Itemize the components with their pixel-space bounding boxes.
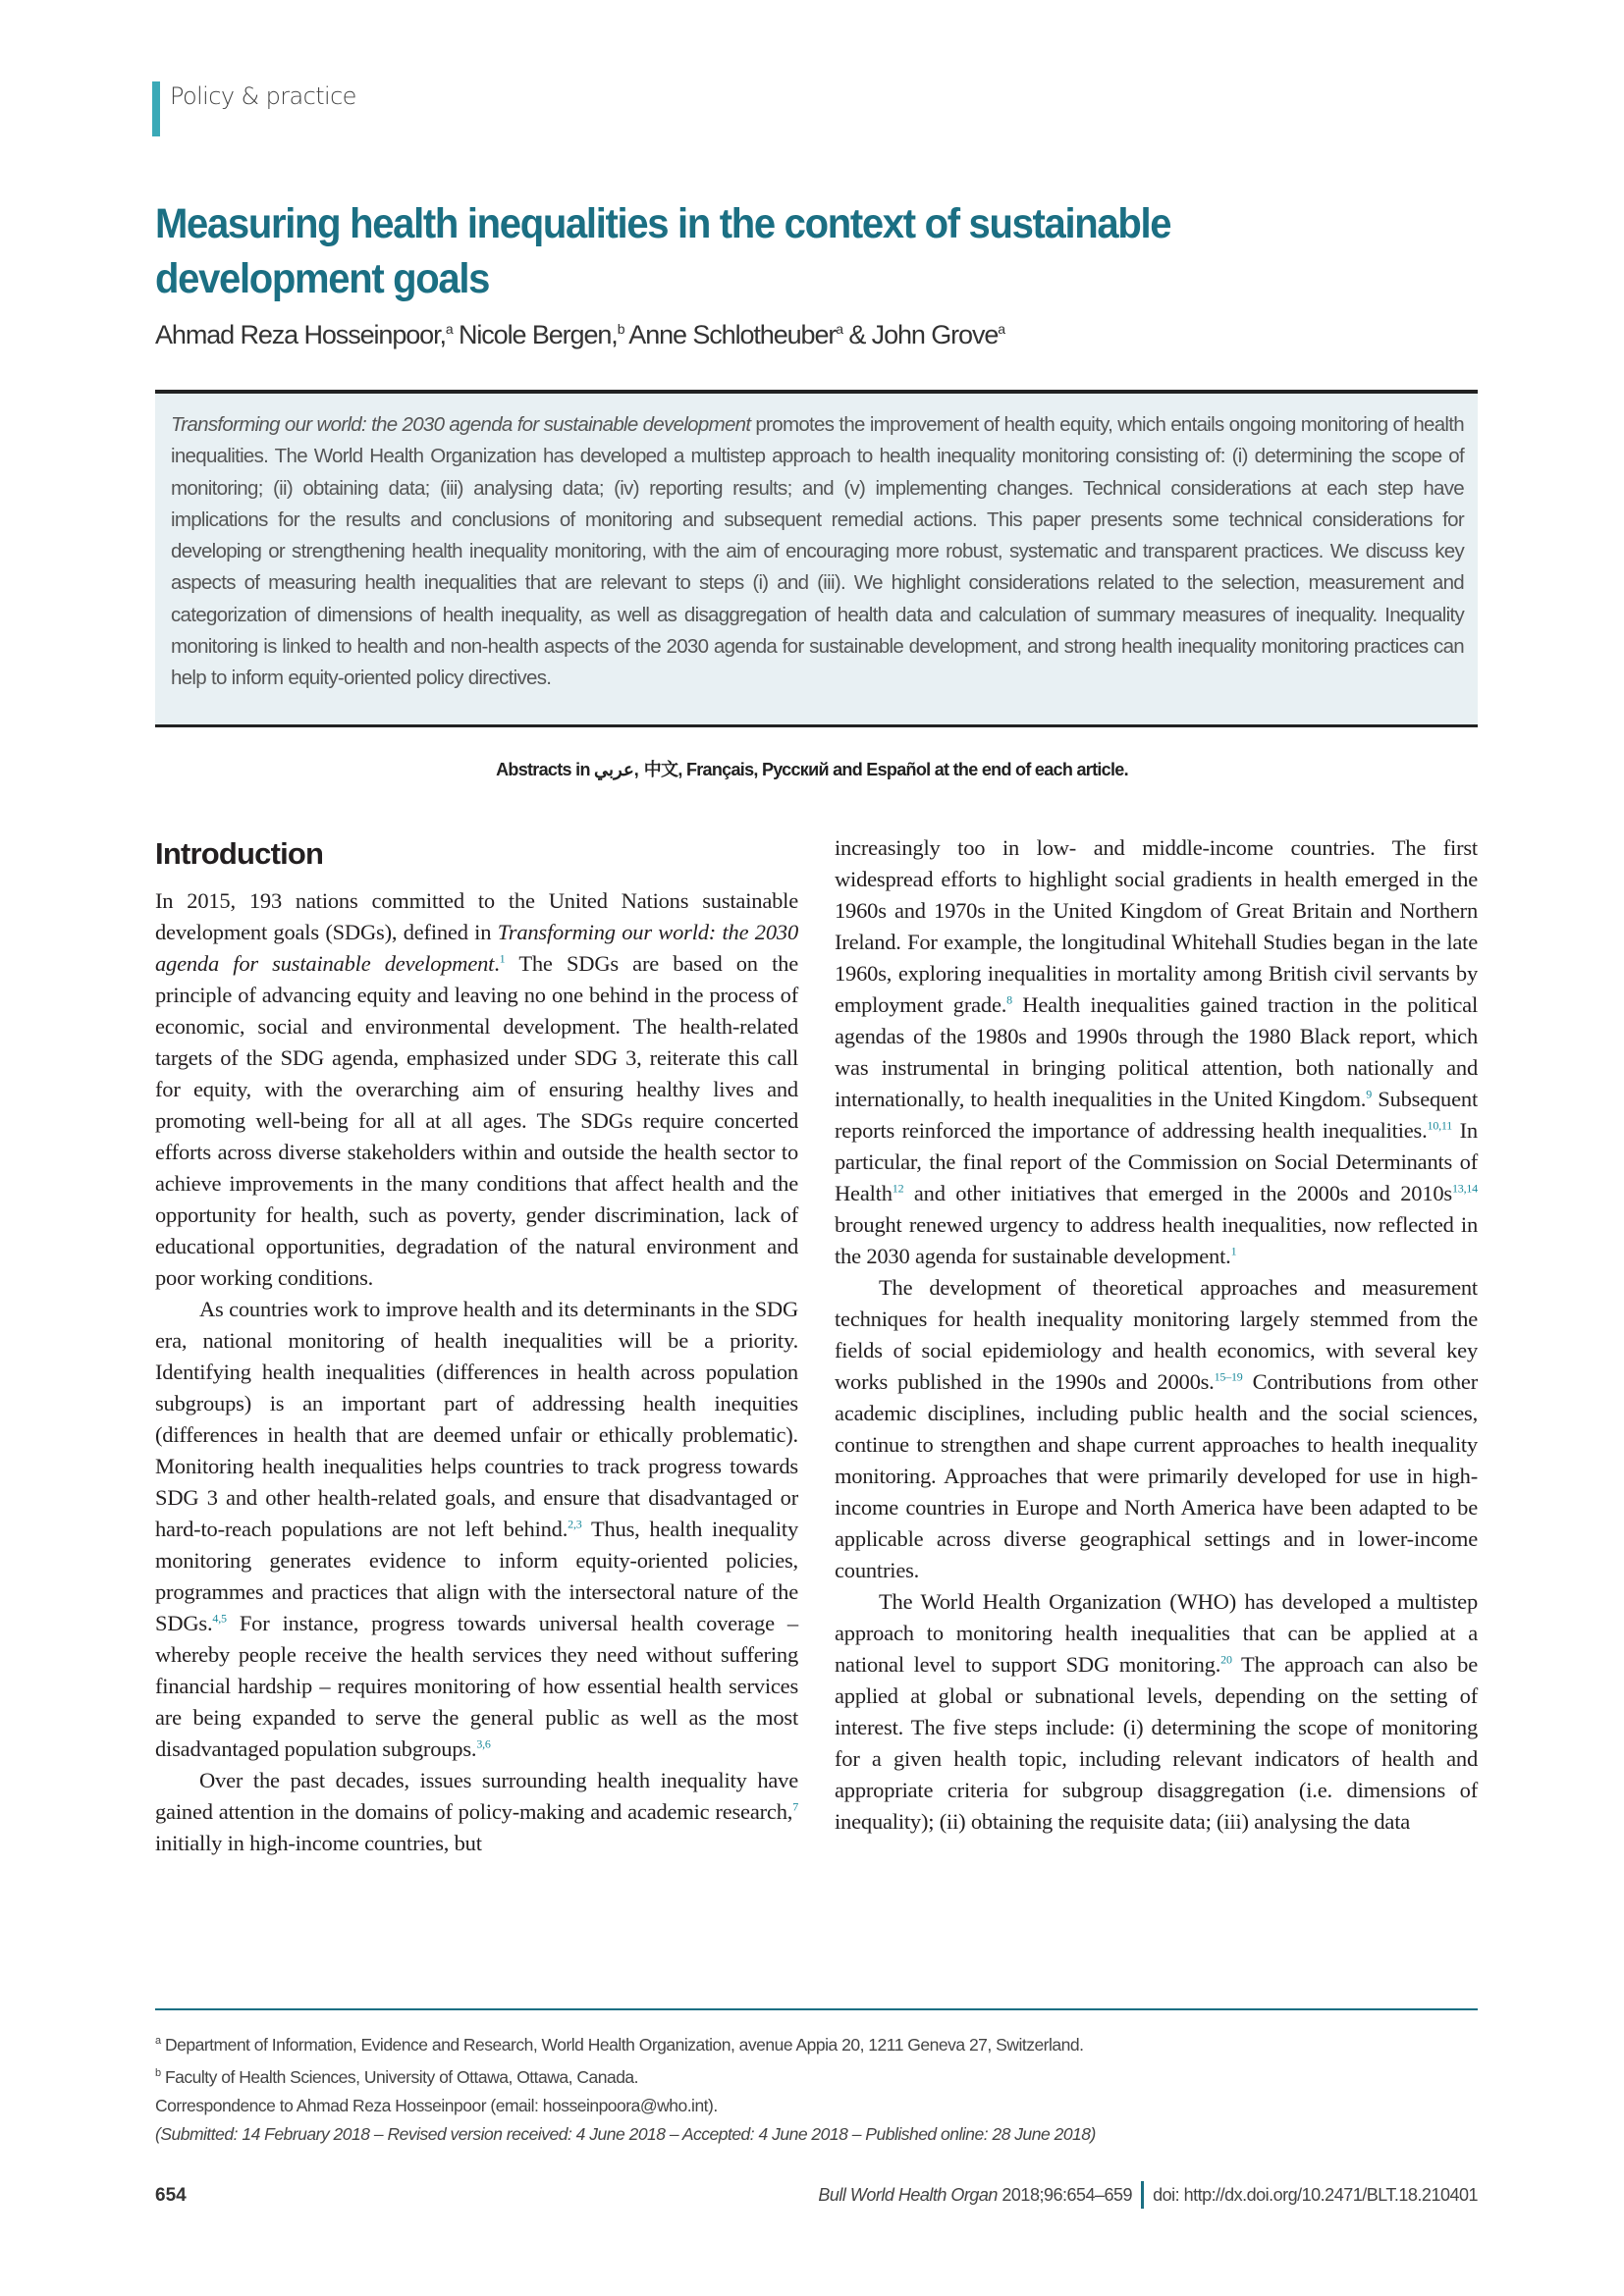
footnotes xyxy=(155,2027,1096,2149)
affiliation-mark: a xyxy=(445,321,453,337)
affiliation-mark: a xyxy=(836,321,842,337)
citation-link[interactable]: 3,6 xyxy=(476,1736,491,1751)
article-title: Measuring health inequalities in the context of sustainable development goals xyxy=(155,200,1171,302)
affiliation-a: $^a$ Department of Information, Evidence and Research, World Health Organization, avenue Appia 20, 1211 Geneva 27, Switzerland. xyxy=(155,2034,1084,2055)
author-list xyxy=(155,320,1004,350)
citation-link[interactable]: 4,5 xyxy=(212,1611,227,1626)
journal-name: Bull World Health Organ 2018;96:654–659 xyxy=(818,2184,1133,2205)
affiliation-mark: b xyxy=(617,321,624,337)
citation-link[interactable]: 20 xyxy=(1220,1652,1232,1667)
citation-link[interactable]: 7 xyxy=(792,1799,798,1814)
journal-citation xyxy=(818,2181,1478,2209)
body-column-left xyxy=(155,834,798,1859)
section-label: Policy & practice xyxy=(170,82,356,110)
footer-divider xyxy=(1141,2181,1144,2209)
citation-link[interactable]: 13,14 xyxy=(1451,1181,1478,1196)
submission-dates: (Submitted: 14 February 2018 – Revised version received: 4 June 2018 – Accepted: 4 June 2018 – Published online: 28 June 2018) xyxy=(155,2123,1096,2144)
author: & John Grove$^a$ xyxy=(848,320,1004,349)
abstract-text: Transforming our world: the 2030 agenda for sustainable development promotes the improvement of health equity, which entails ongoing monitoring of health inequalities. The World Health Organization has developed a multistep approach to health inequality monitoring consisting of: (i) determining the scope of monitoring; (ii) obtaining data; (iii) analysing data; (iv) reporting results; and (v) implementing changes. Technical considerations at each step have implications for the results and conclusions of monitoring and subsequent remedial actions. This paper presents some technical considerations for developing or strengthening health inequality monitoring, with the aim of encouraging more robust, systematic and transparent practices. We discuss key aspects of measuring health inequalities that are relevant to steps (i) and (iii). We highlight considerations related to the selection, measurement and categorization of dimensions of health inequality, as well as disaggregation of health data and calculation of summary measures of inequality. Inequality monitoring is linked to health and non-health aspects of the 2030 agenda for sustainable development, and strong health inequality monitoring practices can help to inform equity-oriented policy directives. xyxy=(171,413,1464,690)
abstract-languages-note: Abstracts in عربي, 中文, Français, Русский and Español at the end of each article. xyxy=(496,760,1128,779)
author: Ahmad Reza Hosseinpoor,$^a$ xyxy=(155,320,453,349)
author: Anne Schlotheuber$^a$ xyxy=(628,320,842,349)
abstract-italic-lead: Transforming our world: the 2030 agenda for sustainable development xyxy=(171,413,751,436)
paragraph: The development of theoretical approaches and measurement techniques for health inequality monitoring largely stemmed from the fields of social epidemiology and health economics, with several key works published in the 1990s and 2000s.$^{15-19}$ Contributions from other academic disciplines, including public health and the social sciences, continue to strengthen and shape current approaches to health inequality monitoring. Approaches that were primarily developed for use in high-income countries in Europe and North America have been adapted to be applicable across diverse geographical settings and in lower-income countries. xyxy=(835,1275,1478,1582)
citation-link[interactable]: 15–19 xyxy=(1214,1369,1243,1384)
paragraph: The World Health Organization (WHO) has developed a multistep approach to monitoring health inequalities that can be applied at a national level to support SDG monitoring.$^{20}$ The approach can also be applied at global or subnational levels, depending on the setting of interest. The five steps include: (i) determining the scope of monitoring for a given health topic, including relevant indicators of health and appropriate criteria for subgroup disaggregation (i.e. dimensions of inequality); (ii) obtaining the requisite data; (iii) analysing the data xyxy=(835,1589,1479,1834)
citation-link[interactable]: 2,3 xyxy=(568,1517,582,1531)
author: Nicole Bergen,$^b$ xyxy=(458,320,624,349)
doi-link[interactable]: doi: http://dx.doi.org/10.2471/BLT.18.210401 xyxy=(1153,2184,1478,2205)
section-heading: Introduction xyxy=(155,836,324,871)
paragraph: As countries work to improve health and its determinants in the SDG era, national monitoring of health inequalities will be a priority. Identifying health inequalities (differences in health across population subgroups) is an important part of addressing health inequities (differences in health that are deemed unfair or ethically problematic). Monitoring health inequalities helps countries to track progress towards SDG 3 and other health-related goals, and ensure that disadvantaged or hard-to-reach populations are not left behind.$^{2,3}$ Thus, health inequality monitoring generates evidence to inform equity-oriented policies, programmes and practices that align with the intersectoral nature of the SDGs.$^{4,5}$ For instance, progress towards universal health coverage – whereby people receive the health services they need without suffering financial hardship – requires monitoring of how essential health services are being expanded to serve the general public as well as the most disadvantaged population subgroups.$^{3,6}$ xyxy=(155,1297,799,1761)
citation-link[interactable]: 1 xyxy=(1230,1244,1237,1258)
correspondence: Correspondence to Ahmad Reza Hosseinpoor (email: hosseinpoora@who.int). xyxy=(155,2095,718,2115)
section-tag xyxy=(152,81,356,136)
paragraph: Over the past decades, issues surrounding health inequality have gained attention in the domains of policy-making and academic research,$^7$ initially in high-income countries, but xyxy=(155,1768,798,1855)
citation-link[interactable]: 12 xyxy=(892,1181,904,1196)
citation-link[interactable]: 1 xyxy=(499,951,506,966)
citation-link[interactable]: 8 xyxy=(1006,992,1012,1007)
paragraph: increasingly too in low- and middle-income countries. The first widespread efforts to highlight social gradients in health emerged in the 1960s and 1970s in the United Kingdom of Great Britain and Northern Ireland. For example, the longitudinal Whitehall Studies began in the late 1960s, exploring inequalities in mortality among British civil servants by employment grade.$^8$ Health inequalities gained traction in the political agendas of the 1980s and 1990s through the 1980 Black report, which was instrumental in bringing political attention, both nationally and internationally, to health inequalities in the United Kingdom.$^9$ Subsequent reports reinforced the importance of addressing health inequalities.$^{10,11}$ In particular, the final report of the Commission on Social Determinants of Health$^{12}$ and other initiatives that emerged in the 2000s and $2010s^{13,14}$ brought renewed urgency to address health inequalities, now reflected in the 2030 agenda for sustainable development.$^1$ xyxy=(835,835,1478,1268)
section-accent-bar xyxy=(152,81,160,136)
affiliation-mark: a xyxy=(998,321,1004,337)
page-number: 654 xyxy=(155,2185,187,2206)
affiliation-b: $^b$ Faculty of Health Sciences, University of Ottawa, Ottawa, Canada. xyxy=(155,2066,639,2087)
footnote-divider xyxy=(155,2008,1478,2010)
citation-link[interactable]: 9 xyxy=(1366,1087,1372,1101)
paragraph: In 2015, 193 nations committed to the United Nations sustainable development goals (SDGs), defined in Transforming our world: the 2030 agenda for sustainable development.$^1$ The SDGs are based on the principle of advancing equity and leaving no one behind in the process of economic, social and environmental development. The health-related targets of the SDG agenda, emphasized under SDG 3, reiterate this call for equity, with the overarching aim of ensuring healthy lives and promoting well-being for all at all ages. The SDGs require concerted efforts across diverse stakeholders within and outside the health sector to achieve improvements in the many conditions that affect health and the opportunity for health, such as poverty, gender discrimination, lack of educational opportunities, degradation of the natural environment and poor working conditions. xyxy=(155,888,798,1290)
citation-link[interactable]: 10,11 xyxy=(1427,1118,1453,1133)
body-column-right xyxy=(835,832,1478,1838)
abstract-box xyxy=(155,390,1478,727)
